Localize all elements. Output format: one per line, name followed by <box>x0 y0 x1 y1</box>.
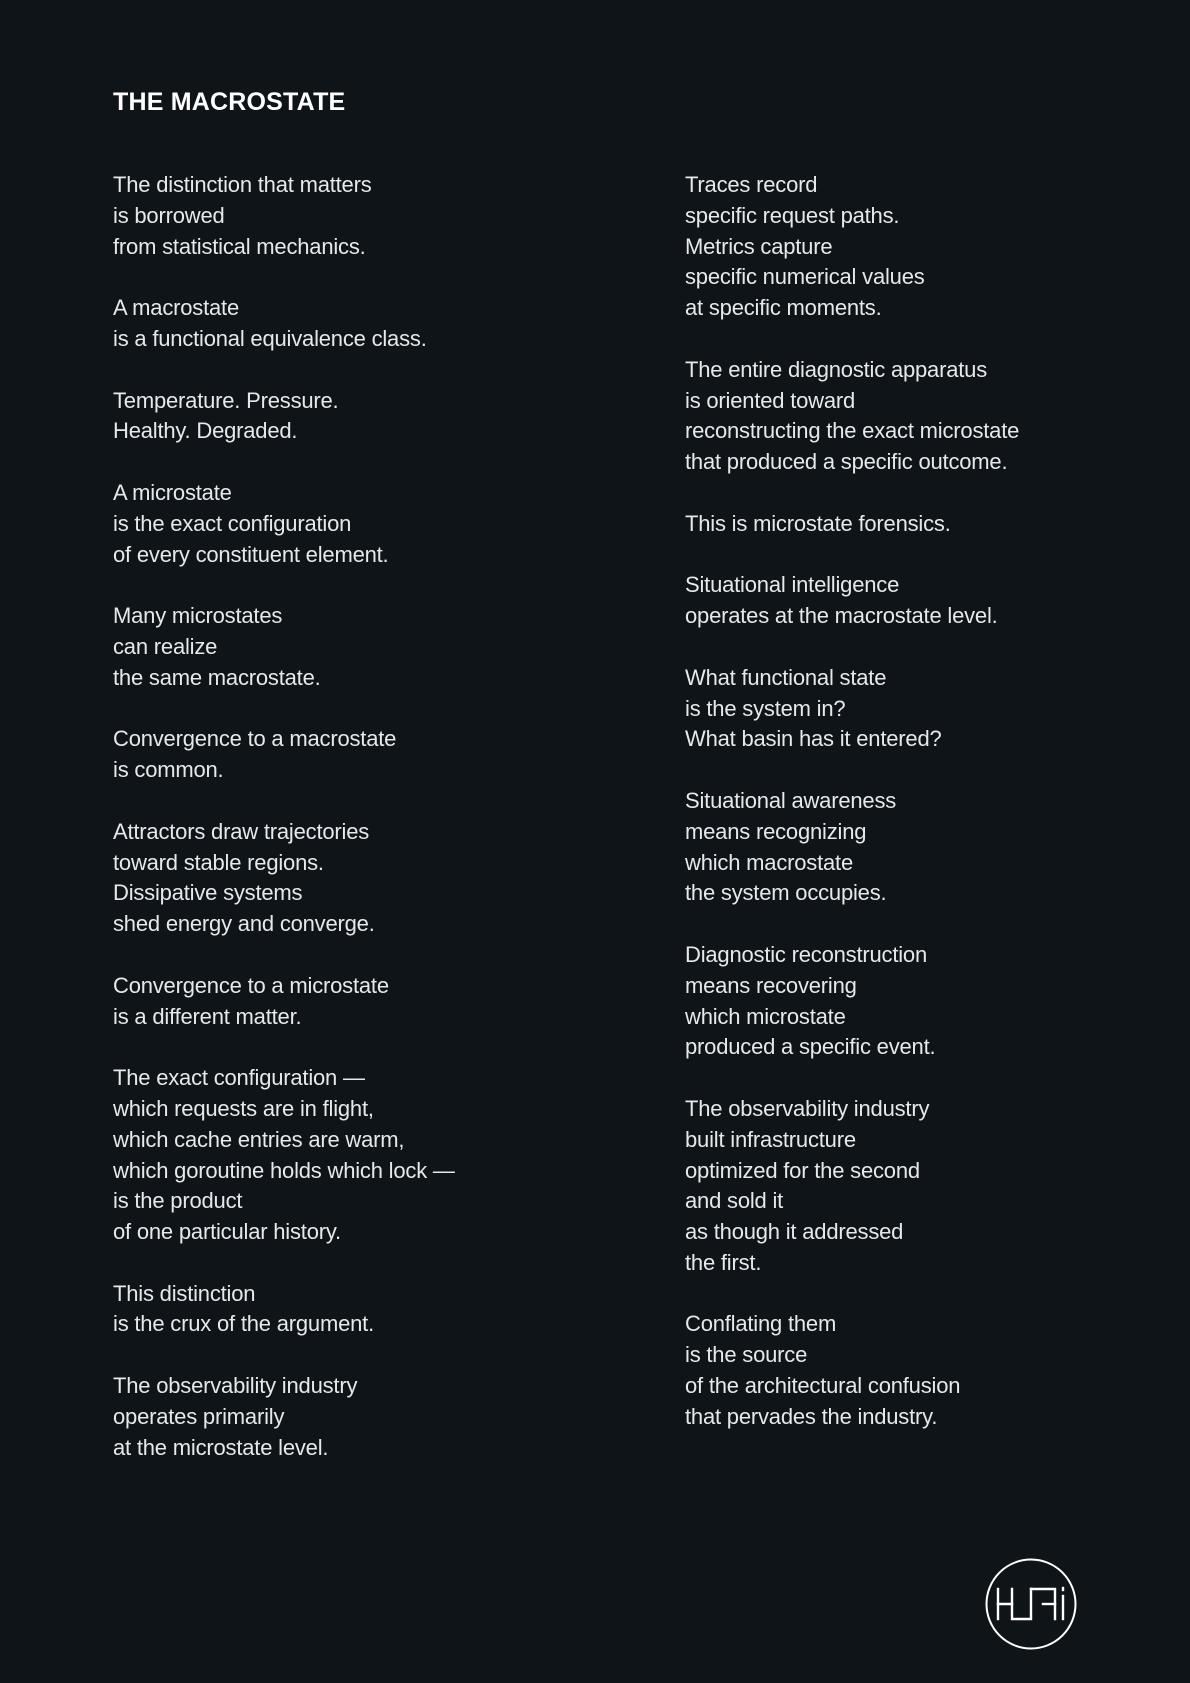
stanza <box>685 570 1125 632</box>
stanza <box>113 601 553 693</box>
stanza <box>113 1279 553 1341</box>
stanza-line: Diagnostic reconstruction <box>685 941 928 967</box>
stanza-line: specific request paths. <box>685 202 900 228</box>
stanza-line: the system occupies. <box>685 880 887 906</box>
stanza-line: which macrostate <box>685 849 853 875</box>
stanza-line: of the architectural confusion <box>685 1373 961 1399</box>
stanza-line: What basin has it entered? <box>685 726 942 752</box>
stanza <box>685 509 1125 540</box>
stanza-line: is a functional equivalence class. <box>113 325 427 351</box>
stanza-line: What functional state <box>685 664 887 690</box>
stanza <box>113 478 553 570</box>
stanza <box>685 170 1125 324</box>
stanza-line: which requests are in flight, <box>113 1095 374 1121</box>
stanza-line: Convergence to a macrostate <box>113 726 397 752</box>
stanza-line: optimized for the second <box>685 1157 920 1183</box>
stanza-line: Many microstates <box>113 603 283 629</box>
stanza-line: The observability industry <box>685 1095 930 1121</box>
stanza-line: which goroutine holds which lock — <box>113 1157 455 1183</box>
stanza-line: Temperature. Pressure. <box>113 387 339 413</box>
stanza-line: is oriented toward <box>685 387 856 413</box>
stanza-line: toward stable regions. <box>113 849 324 875</box>
left-column <box>113 170 553 1494</box>
stanza-line: reconstructing the exact microstate <box>685 418 1020 444</box>
stanza-line: A macrostate <box>113 295 239 321</box>
stanza-line: specific numerical values <box>685 264 925 290</box>
stanza-line: and sold it <box>685 1188 784 1214</box>
stanza <box>113 817 553 940</box>
stanza <box>685 1309 1125 1432</box>
stanza <box>113 1063 553 1248</box>
brand-logo <box>985 1558 1077 1650</box>
stanza-line: Dissipative systems <box>113 880 303 906</box>
stanza-line: which cache entries are warm, <box>113 1126 405 1152</box>
stanza-line: means recognizing <box>685 818 867 844</box>
stanza-line: built infrastructure <box>685 1126 856 1152</box>
stanza-line: is borrowed <box>113 202 225 228</box>
stanza-line: of every constituent element. <box>113 541 389 567</box>
stanza <box>113 170 553 262</box>
stanza-line: Convergence to a microstate <box>113 972 389 998</box>
stanza <box>685 355 1125 478</box>
stanza-line: is the exact configuration <box>113 510 352 536</box>
stanza-line: Traces record <box>685 172 818 197</box>
stanza-line: the same macrostate. <box>113 664 321 690</box>
stanza-line: means recovering <box>685 972 857 998</box>
circle-monogram-logo-icon <box>985 1558 1077 1650</box>
stanza <box>685 786 1125 909</box>
stanza <box>113 386 553 448</box>
stanza-line: the first. <box>685 1249 762 1275</box>
stanza-line: is the source <box>685 1342 808 1368</box>
stanza-line: The observability industry <box>113 1373 358 1399</box>
stanza <box>113 724 553 786</box>
stanza-line: The entire diagnostic apparatus <box>685 356 987 382</box>
stanza-line: Situational awareness <box>685 787 897 813</box>
stanza-line: This distinction <box>113 1280 256 1306</box>
page-title: THE MACROSTATE <box>113 88 346 116</box>
right-column <box>685 170 1125 1463</box>
stanza-line: The distinction that matters <box>113 172 372 197</box>
stanza-line: from statistical mechanics. <box>113 233 366 259</box>
stanza <box>113 293 553 355</box>
stanza-line: is the crux of the argument. <box>113 1311 374 1337</box>
stanza-line: Conflating them <box>685 1311 837 1337</box>
stanza-line: is common. <box>113 757 224 783</box>
stanza-line: can realize <box>113 633 218 659</box>
stanza-line: Metrics capture <box>685 233 833 259</box>
stanza-line: of one particular history. <box>113 1219 341 1245</box>
brand-logo-text <box>1077 1558 1078 1559</box>
stanza-line: shed energy and converge. <box>113 911 375 937</box>
stanza-line: Attractors draw trajectories <box>113 818 370 844</box>
stanza-line: This is microstate forensics. <box>685 510 951 536</box>
stanza <box>113 1371 553 1463</box>
stanza-line: at specific moments. <box>685 295 882 321</box>
stanza <box>685 940 1125 1063</box>
stanza-line: as though it addressed <box>685 1219 904 1245</box>
stanza <box>113 971 553 1033</box>
stanza-line: at the microstate level. <box>113 1434 329 1460</box>
stanza-line: that pervades the industry. <box>685 1403 938 1429</box>
stanza-line: is the system in? <box>685 695 846 721</box>
stanza-line: Healthy. Degraded. <box>113 418 298 444</box>
stanza <box>685 1094 1125 1279</box>
stanza-line: that produced a specific outcome. <box>685 449 1008 475</box>
stanza-line: is a different matter. <box>113 1003 302 1029</box>
stanza-line: produced a specific event. <box>685 1034 936 1060</box>
stanza-line: The exact configuration — <box>113 1065 365 1091</box>
stanza-line: A microstate <box>113 479 232 505</box>
stanza-line: operates primarily <box>113 1403 285 1429</box>
stanza <box>685 663 1125 755</box>
stanza-line: which microstate <box>685 1003 846 1029</box>
stanza-line: is the product <box>113 1188 243 1214</box>
stanza-line: Situational intelligence <box>685 572 900 598</box>
stanza-line: operates at the macrostate level. <box>685 603 998 629</box>
